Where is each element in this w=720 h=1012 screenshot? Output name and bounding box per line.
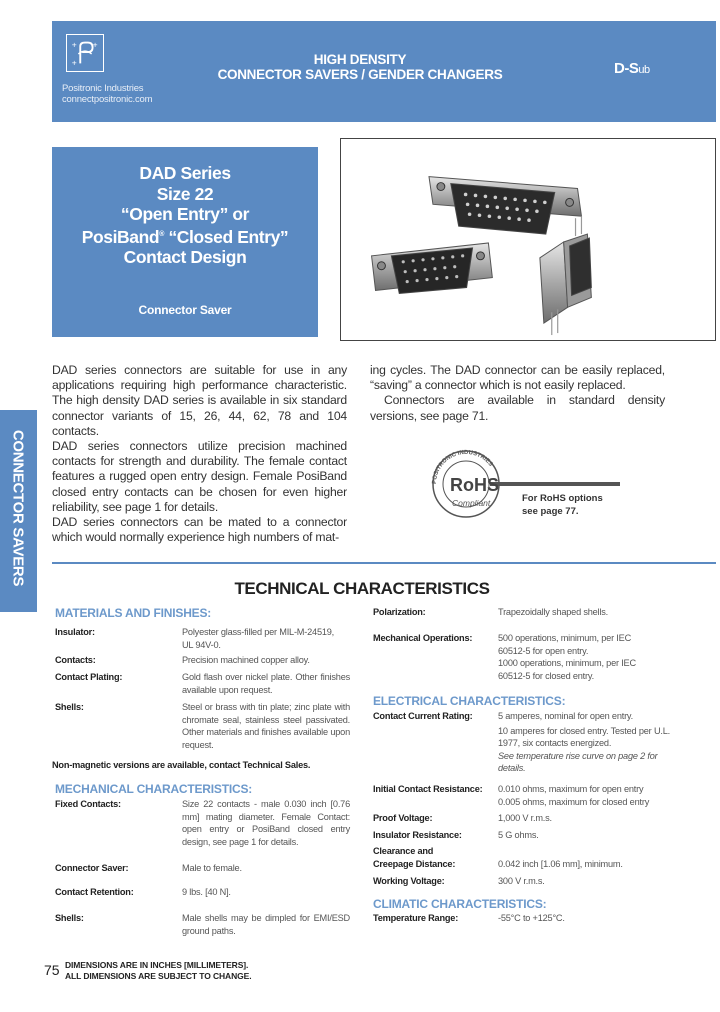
operations-line3: 1000 operations, minimum, per IEC <box>498 658 636 668</box>
fixed-contacts-label: Fixed Contacts: <box>55 799 121 809</box>
connector-saver-label: Connector Saver: <box>55 863 129 873</box>
current-rating-label: Contact Current Rating: <box>373 711 473 721</box>
category-main: D-S <box>614 60 639 77</box>
connector-illustration-icon <box>341 139 715 340</box>
operations-line4: 60512-5 for closed entry. <box>498 670 594 681</box>
operations-line2: 60512-5 for open entry. <box>498 645 589 656</box>
contacts-value: Precision machined copper alloy. <box>182 655 310 665</box>
rohs-note <box>522 492 603 518</box>
resistance-line1: 0.010 ohms, maximum for open entry <box>498 784 644 794</box>
tech-title: TECHNICAL CHARACTERISTICS <box>234 579 490 598</box>
series-open-entry: “Open Entry” or <box>120 204 250 224</box>
shells-label: Shells: <box>55 702 84 712</box>
insulator-label: Insulator: <box>55 627 95 637</box>
footer-note <box>65 960 251 981</box>
company-info <box>62 83 152 105</box>
plating-label: Contact Plating: <box>55 672 123 682</box>
series-size: Size 22 <box>156 183 214 204</box>
series-subtitle: Connector Saver <box>138 303 232 317</box>
clearance-value: 0.042 inch [1.06 mm], minimum. <box>498 859 623 869</box>
clearance-label-line1: Clearance and <box>373 846 434 856</box>
temperature-range-label: Temperature Range: <box>373 913 459 923</box>
registered-mark: ® <box>159 230 164 238</box>
intro-paragraph-2: DAD series connectors utilize precision machined contacts for strength and durability. The female contact features a rugged open entry design. Female PosiBand closed entry contacts can be chosen for even higher reliability, see page 1 for details. <box>52 439 347 514</box>
rohs-note-line2: see page 77. <box>522 506 579 517</box>
proof-voltage-value: 1,000 V r.m.s. <box>498 813 552 823</box>
mechanical-operations-value <box>498 632 670 682</box>
insulator-value <box>182 626 350 651</box>
resistance-line2: 0.005 ohms, maximum for closed entry <box>498 796 650 807</box>
series-box <box>52 147 318 337</box>
footer-line1: DIMENSIONS ARE IN INCHES [MILLIMETERS]. <box>65 960 249 970</box>
clearance-label-line2: Creepage Distance: <box>373 858 456 869</box>
rohs-ring-text: POSITRONIC INDUSTRIES <box>431 449 494 485</box>
insulator-value-line2: UL 94V-0. <box>182 639 221 650</box>
polarization-value: Trapezoidally shaped shells. <box>498 607 608 617</box>
insulator-value-line1: Polyester glass-filled per MIL-M-24519, <box>182 627 335 637</box>
proof-voltage-label: Proof Voltage: <box>373 813 433 823</box>
connector-saver-value: Male to female. <box>182 863 242 873</box>
operations-line1: 500 operations, minimum, per IEC <box>498 633 632 643</box>
category-small: ub <box>638 64 650 76</box>
fixed-contacts-value: Size 22 contacts - male 0.030 inch [0.76 mm] mating diameter. Female Contact: open entry or PosiBand closed entry design, see page 1 for details. <box>182 799 350 847</box>
series-contact-design: Contact Design <box>123 246 247 267</box>
intro-paragraph-3: DAD series connectors can be mated to a connector which would normally experience high numbers of mat- <box>52 515 347 545</box>
mechanical-operations-label: Mechanical Operations: <box>373 633 473 643</box>
posiband-text: PosiBand <box>81 226 160 247</box>
rohs-note-line1: For RoHS options <box>522 493 603 504</box>
polarization-label: Polarization: <box>373 607 426 617</box>
company-name: Positronic Industries <box>62 83 144 94</box>
temperature-range-value: -55°C to +125°C. <box>498 913 565 923</box>
current-line1: 5 amperes, nominal for open entry. <box>498 711 633 721</box>
closed-entry-text: “Closed Entry” <box>163 226 289 247</box>
intro-paragraph-1: DAD series connectors are suitable for use in any applications requiring high performance characteristic. The high density DAD series is available in six standard connector variants of 15, 26, 44, 62, 78 and 104 contacts. <box>52 363 347 438</box>
footer-line2: ALL DIMENSIONS ARE SUBJECT TO CHANGE. <box>65 970 252 981</box>
connector-right <box>540 216 591 335</box>
contact-retention-value: 9 lbs. [40 N]. <box>182 887 231 897</box>
intro-paragraph-4: ing cycles. The DAD connector can be easily replaced, “saving” a connector which is not easily replaced. <box>370 363 665 393</box>
working-voltage-value: 300 V r.m.s. <box>498 876 545 886</box>
mechanical-heading: MECHANICAL CHARACTERISTICS: <box>55 782 253 796</box>
current-line2: 10 amperes for closed entry. Tested per U.L. 1977, six contacts energized. <box>498 725 670 748</box>
contact-retention-label: Contact Retention: <box>55 887 134 897</box>
product-photo <box>340 138 716 341</box>
header-title-line1: HIGH DENSITY <box>313 52 407 67</box>
series-closed-entry <box>52 225 318 247</box>
insulator-resistance-label: Insulator Resistance: <box>373 830 462 840</box>
intro-column-left <box>52 363 347 545</box>
contact-resistance-value <box>498 783 670 808</box>
current-line3: See temperature rise curve on page 2 for details. <box>498 750 658 773</box>
intro-paragraph-5: Connectors are available in standard density versions, see page 71. <box>370 393 665 423</box>
category-label <box>614 60 650 77</box>
header-title-line2: CONNECTOR SAVERS / GENDER CHANGERS <box>217 67 503 82</box>
intro-column-right <box>370 363 665 424</box>
working-voltage-label: Working Voltage: <box>373 876 445 886</box>
plating-value: Gold flash over nickel plate. Other finishes available upon request. <box>182 672 350 695</box>
climatic-heading: CLIMATIC CHARACTERISTICS: <box>373 897 547 911</box>
current-rating-value <box>498 710 670 775</box>
materials-heading: MATERIALS AND FINISHES: <box>55 606 212 620</box>
page-number: 75 <box>44 962 60 978</box>
svg-text:+: + <box>71 39 77 50</box>
electrical-heading: ELECTRICAL CHARACTERISTICS: <box>373 694 566 708</box>
connector-left <box>372 243 493 293</box>
svg-text:+: + <box>92 39 98 50</box>
svg-text:+: + <box>71 57 77 68</box>
shells-value: Steel or brass with tin plate; zinc plate with chromate seal, stainless steel passivated. Other materials and finishes available upon request. <box>182 702 350 750</box>
mech-shells-label: Shells: <box>55 913 84 923</box>
non-magnetic-note: Non-magnetic versions are available, contact Technical Sales. <box>52 760 311 770</box>
contact-resistance-label: Initial Contact Resistance: <box>373 784 483 794</box>
rohs-compliant: Compliant <box>452 498 491 508</box>
section-divider <box>52 562 716 564</box>
connector-top <box>429 177 581 234</box>
mech-shells-value: Male shells may be dimpled for EMI/ESD ground paths. <box>182 913 350 936</box>
side-tab-label: CONNECTOR SAVERS <box>9 429 27 587</box>
clearance-label <box>373 845 455 870</box>
contacts-label: Contacts: <box>55 655 96 665</box>
series-name: DAD Series <box>139 163 231 183</box>
rohs-mark: RoHS <box>450 475 499 495</box>
insulator-resistance-value: 5 G ohms. <box>498 830 539 840</box>
positronic-logo-icon <box>66 34 104 72</box>
company-website: connectpositronic.com <box>62 94 153 105</box>
